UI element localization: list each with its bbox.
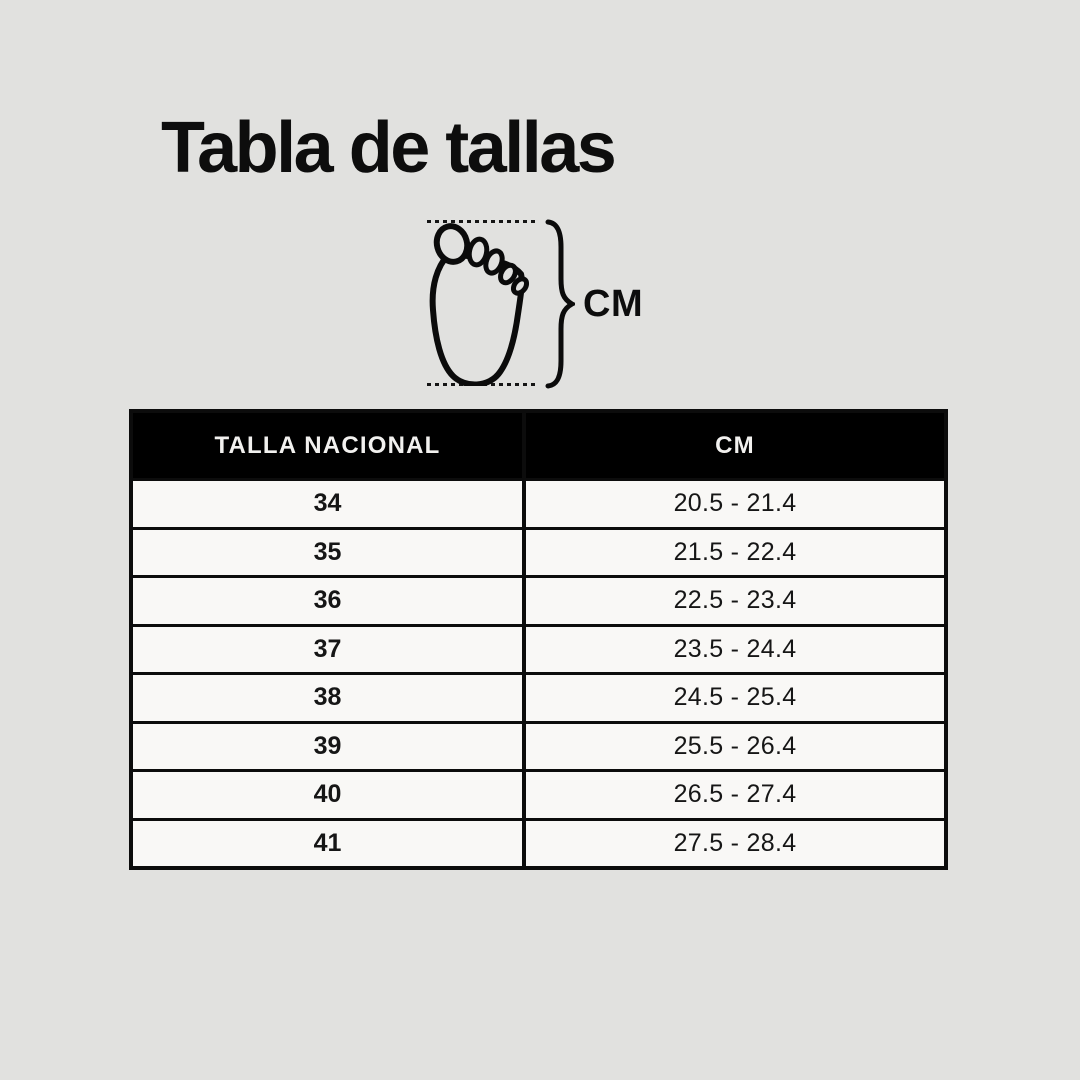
table-body (133, 478, 944, 866)
measure-brace-icon (545, 219, 575, 389)
table-row (133, 769, 944, 818)
cm-range-cell: 25.5 - 26.4 (673, 731, 797, 760)
size-table (129, 409, 948, 870)
header-cm: CM (715, 431, 755, 459)
header-talla-nacional: TALLA NACIONAL (133, 413, 526, 478)
size-cell: 35 (133, 530, 526, 576)
table-row (133, 721, 944, 770)
table-row (133, 478, 944, 527)
cm-range-cell: 27.5 - 28.4 (673, 828, 797, 857)
cm-range-cell: 26.5 - 27.4 (673, 780, 797, 809)
cm-range-cell: 21.5 - 22.4 (673, 537, 797, 566)
foot-icon (427, 220, 539, 386)
table-row (133, 672, 944, 721)
cm-range-cell: 24.5 - 25.4 (673, 683, 797, 712)
cm-range-cell: 23.5 - 24.4 (673, 634, 797, 663)
table-row (133, 575, 944, 624)
cm-range-cell: 20.5 - 21.4 (673, 489, 797, 518)
table-row (133, 818, 944, 867)
size-cell: 41 (133, 821, 526, 867)
cm-range-cell: 22.5 - 23.4 (673, 586, 797, 615)
size-cell: 39 (133, 724, 526, 770)
cm-unit-label: CM (583, 283, 644, 325)
size-cell: 37 (133, 627, 526, 673)
size-cell: 34 (133, 481, 526, 527)
page-title: Tabla de tallas (161, 108, 615, 188)
table-row (133, 624, 944, 673)
table-row (133, 527, 944, 576)
size-cell: 36 (133, 578, 526, 624)
size-cell: 38 (133, 675, 526, 721)
size-cell: 40 (133, 772, 526, 818)
table-header-row (133, 413, 944, 478)
